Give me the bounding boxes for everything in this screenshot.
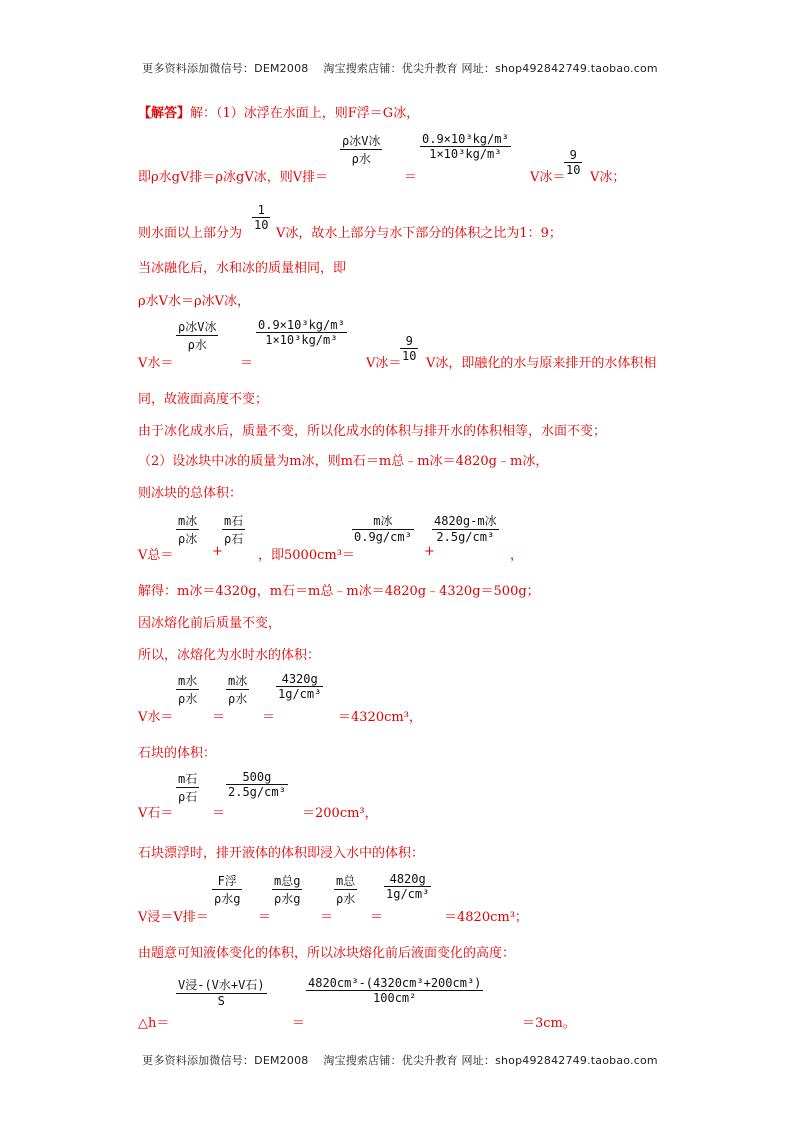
fraction: 0.9×10³kg/m³ 1×10³kg/m³ bbox=[258, 318, 345, 347]
fraction: 0.9×10³kg/m³ 1×10³kg/m³ bbox=[422, 132, 509, 161]
answer-line-20: 由题意可知液体变化的体积，所以冰块熔化前后液面变化的高度： bbox=[138, 946, 516, 961]
answer-line-13: 因冰熔化前后质量不变， bbox=[138, 616, 282, 631]
answer-line-17: V石＝ bbox=[138, 806, 174, 821]
fraction: m冰 ρ冰 bbox=[178, 514, 198, 546]
answer-line-16: 石块的体积： bbox=[138, 746, 217, 761]
answer-line-21: △h＝ bbox=[138, 1016, 170, 1031]
text: ＝4320cm³， bbox=[338, 710, 422, 725]
answer-line-2: 即ρ水gV排＝ρ冰gV冰，则V排＝ bbox=[138, 170, 329, 185]
text: ＝3cm。 bbox=[522, 1016, 576, 1031]
plus: + bbox=[212, 544, 223, 559]
fraction: m石 ρ石 bbox=[224, 514, 244, 546]
fraction: 9 10 bbox=[402, 334, 417, 363]
text: ＝4820cm³； bbox=[444, 910, 528, 925]
answer-line-19: V浸＝V排＝ bbox=[138, 910, 209, 925]
text: ＝200cm³， bbox=[302, 806, 378, 821]
text: V冰＝ bbox=[366, 356, 402, 371]
fraction: 4820g 1g/cm³ bbox=[386, 872, 430, 901]
equals: ＝ bbox=[320, 910, 334, 925]
answer-line-7: 同，故液面高度不变； bbox=[138, 392, 269, 407]
answer-line-11: V总＝ bbox=[138, 548, 174, 563]
fraction: 500g 2.5g/cm³ bbox=[228, 770, 286, 799]
page-header: 更多资料添加微信号：DEM2008 淘宝搜索店铺：优尖升教育 网址：shop492842749.taobao.com bbox=[142, 62, 658, 75]
text: ，即5000cm³＝ bbox=[258, 548, 355, 563]
fraction: m总g ρ水g bbox=[274, 874, 301, 906]
equals: ＝ bbox=[212, 806, 226, 821]
answer-line-15: V水＝ bbox=[138, 710, 174, 725]
fraction: 4320g 1g/cm³ bbox=[278, 672, 322, 701]
text: V冰，故水上部分与水下部分的体积之比为1：9； bbox=[276, 226, 562, 241]
answer-line-4: 当冰融化后，水和冰的质量相同，即 bbox=[138, 261, 347, 276]
fraction: ρ冰V冰 ρ水 bbox=[342, 134, 381, 166]
answer-line-6: V水＝ bbox=[138, 356, 174, 371]
text: V冰； bbox=[590, 170, 626, 185]
text: V冰，即融化的水与原来排开的水体积相 bbox=[426, 356, 657, 371]
text: ， bbox=[510, 548, 524, 563]
fraction: m水 ρ水 bbox=[178, 674, 198, 706]
text: 解：（1）冰浮在水面上，则F浮＝G冰， bbox=[190, 106, 420, 121]
answer-line-10: 则冰块的总体积： bbox=[138, 486, 243, 501]
fraction: m总 ρ水 bbox=[336, 874, 356, 906]
answer-line-1 bbox=[138, 102, 419, 121]
equals: ＝ bbox=[404, 170, 418, 185]
fraction: m石 ρ石 bbox=[178, 772, 198, 804]
fraction: 9 10 bbox=[566, 148, 581, 177]
fraction: ρ冰V冰 ρ水 bbox=[178, 320, 217, 352]
fraction: 4820cm³-(4320cm³+200cm³) 100cm² bbox=[308, 976, 482, 1005]
answer-tag: 【解答】 bbox=[138, 106, 191, 121]
fraction: F浮 ρ水g bbox=[214, 874, 241, 906]
answer-line-12: 解得：m冰＝4320g，m石＝m总﹣m冰＝4820g﹣4320g＝500g； bbox=[138, 584, 540, 599]
answer-line-8: 由于冰化成水后，质量不变，所以化成水的体积与排开水的体积相等，水面不变； bbox=[138, 424, 607, 439]
fraction: m冰 ρ水 bbox=[228, 674, 248, 706]
answer-line-9: （2）设冰块中冰的质量为m冰，则m石＝m总﹣m冰＝4820g﹣m冰， bbox=[138, 454, 549, 469]
text: V冰＝ bbox=[530, 170, 566, 185]
equals: ＝ bbox=[292, 1016, 306, 1031]
plus: + bbox=[424, 544, 435, 559]
fraction: m冰 0.9g/cm³ bbox=[354, 514, 412, 544]
answer-line-3: 则水面以上部分为 bbox=[138, 226, 243, 241]
equals: ＝ bbox=[240, 356, 254, 371]
fraction: 1 10 bbox=[254, 203, 269, 232]
equals: ＝ bbox=[262, 710, 276, 725]
equals: ＝ bbox=[370, 910, 384, 925]
page-footer: 更多资料添加微信号：DEM2008 淘宝搜索店铺：优尖升教育 网址：shop492842749.taobao.com bbox=[142, 1054, 658, 1067]
answer-line-18: 石块漂浮时，排开液体的体积即浸入水中的体积： bbox=[138, 846, 425, 861]
answer-line-5: ρ水V水＝ρ冰V冰， bbox=[138, 294, 251, 309]
equals: ＝ bbox=[258, 910, 272, 925]
answer-line-14: 所以，冰熔化为水时水的体积： bbox=[138, 648, 321, 663]
fraction: 4820g-m冰 2.5g/cm³ bbox=[434, 514, 497, 544]
equals: ＝ bbox=[212, 710, 226, 725]
fraction: V浸-(V水+V石) S bbox=[178, 978, 265, 1008]
